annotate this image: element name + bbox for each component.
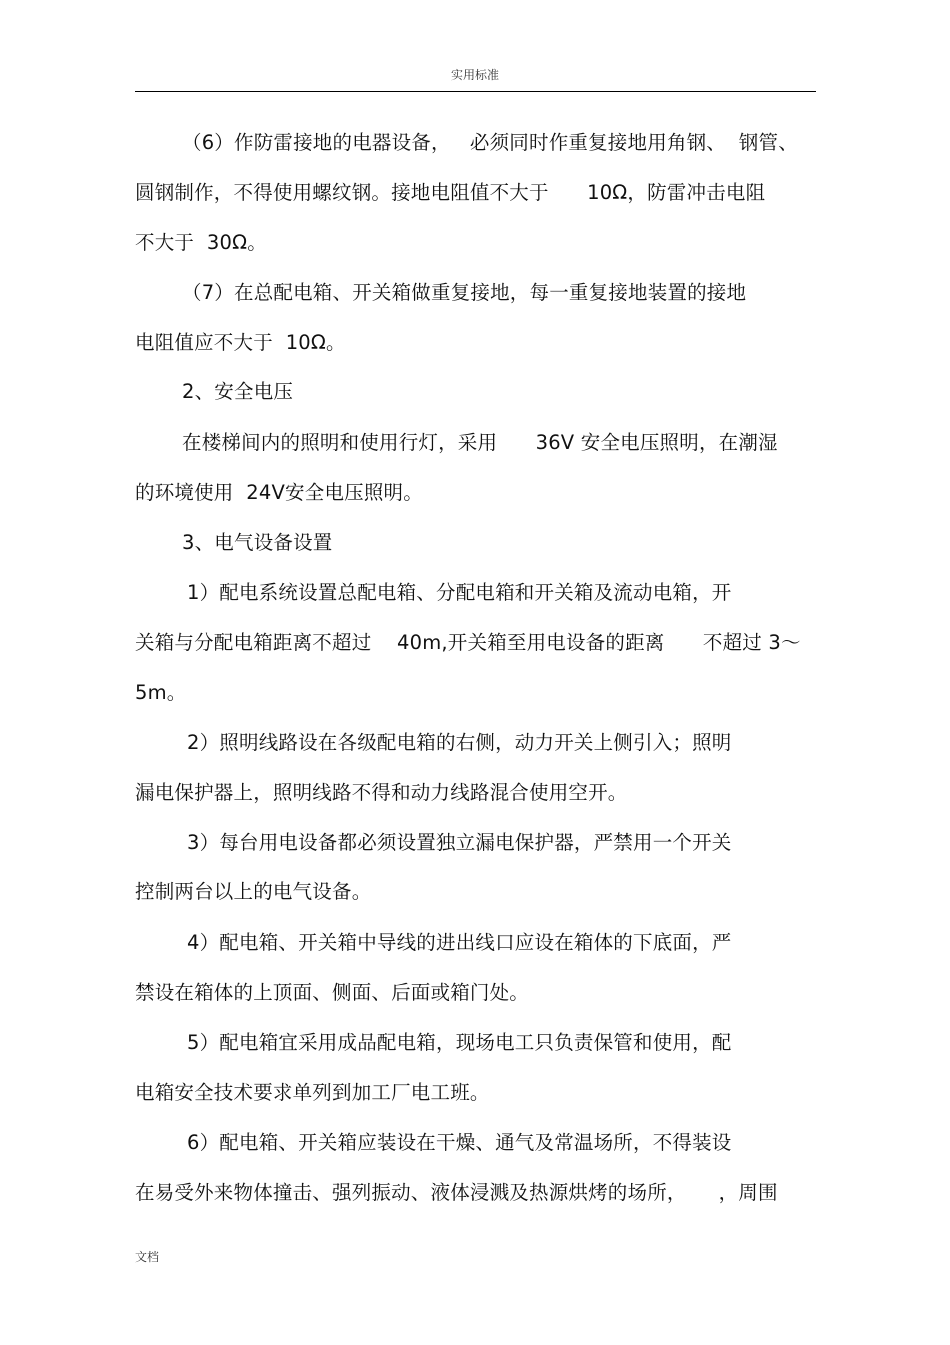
- text-line: 的环境使用 24V安全电压照明。: [135, 481, 423, 504]
- text-line: 不大于 30Ω。: [135, 231, 267, 254]
- page-footer: 文档: [135, 1250, 160, 1264]
- text-line: 5）配电箱宜采用成品配电箱，现场电工只负责保管和使用，配: [187, 1031, 732, 1054]
- page-header: 实用标准: [450, 68, 499, 82]
- text-line: 4）配电箱、开关箱中导线的进出线口应设在箱体的下底面，严: [187, 931, 732, 954]
- section-heading: 3、电气设备设置: [182, 531, 333, 554]
- text-line: 2）照明线路设在各级配电箱的右侧，动力开关上侧引入；照明: [187, 731, 732, 754]
- text-line: 1）配电系统设置总配电箱、分配电箱和开关箱及流动电箱，开: [187, 581, 732, 604]
- text-line: 禁设在箱体的上顶面、侧面、后面或箱门处。: [135, 981, 530, 1004]
- text-line: 电阻值应不大于 10Ω。: [135, 331, 346, 354]
- text-line: 在易受外来物体撞击、强列振动、液体浸溅及热源烘烤的场所， ，周围: [135, 1181, 778, 1204]
- text-line: 在楼梯间内的照明和使用行灯，采用 36V 安全电压照明，在潮湿: [182, 431, 778, 454]
- text-line: 漏电保护器上，照明线路不得和动力线路混合使用空开。: [135, 781, 628, 804]
- section-heading: 2、安全电压: [182, 380, 294, 403]
- text-line: 电箱安全技术要求单列到加工厂电工班。: [135, 1081, 490, 1104]
- text-line: 关箱与分配电箱距离不超过 40m,开关箱至用电设备的距离 不超过 3～: [135, 631, 801, 654]
- text-line: （6）作防雷接地的电器设备， 必须同时作重复接地用角钢、 钢管、: [182, 131, 798, 154]
- text-line: 圆钢制作，不得使用螺纹钢。接地电阻值不大于 10Ω，防雷冲击电阻: [135, 181, 766, 204]
- text-line: 控制两台以上的电气设备。: [135, 880, 372, 903]
- text-line: 5m。: [135, 681, 187, 704]
- text-line: 3）每台用电设备都必须设置独立漏电保护器，严禁用一个开关: [187, 831, 732, 854]
- text-line: 6）配电箱、开关箱应装设在干燥、通气及常温场所，不得装设: [187, 1131, 732, 1154]
- header-rule: [135, 91, 816, 92]
- text-line: （7）在总配电箱、开关箱做重复接地，每一重复接地装置的接地: [182, 281, 747, 304]
